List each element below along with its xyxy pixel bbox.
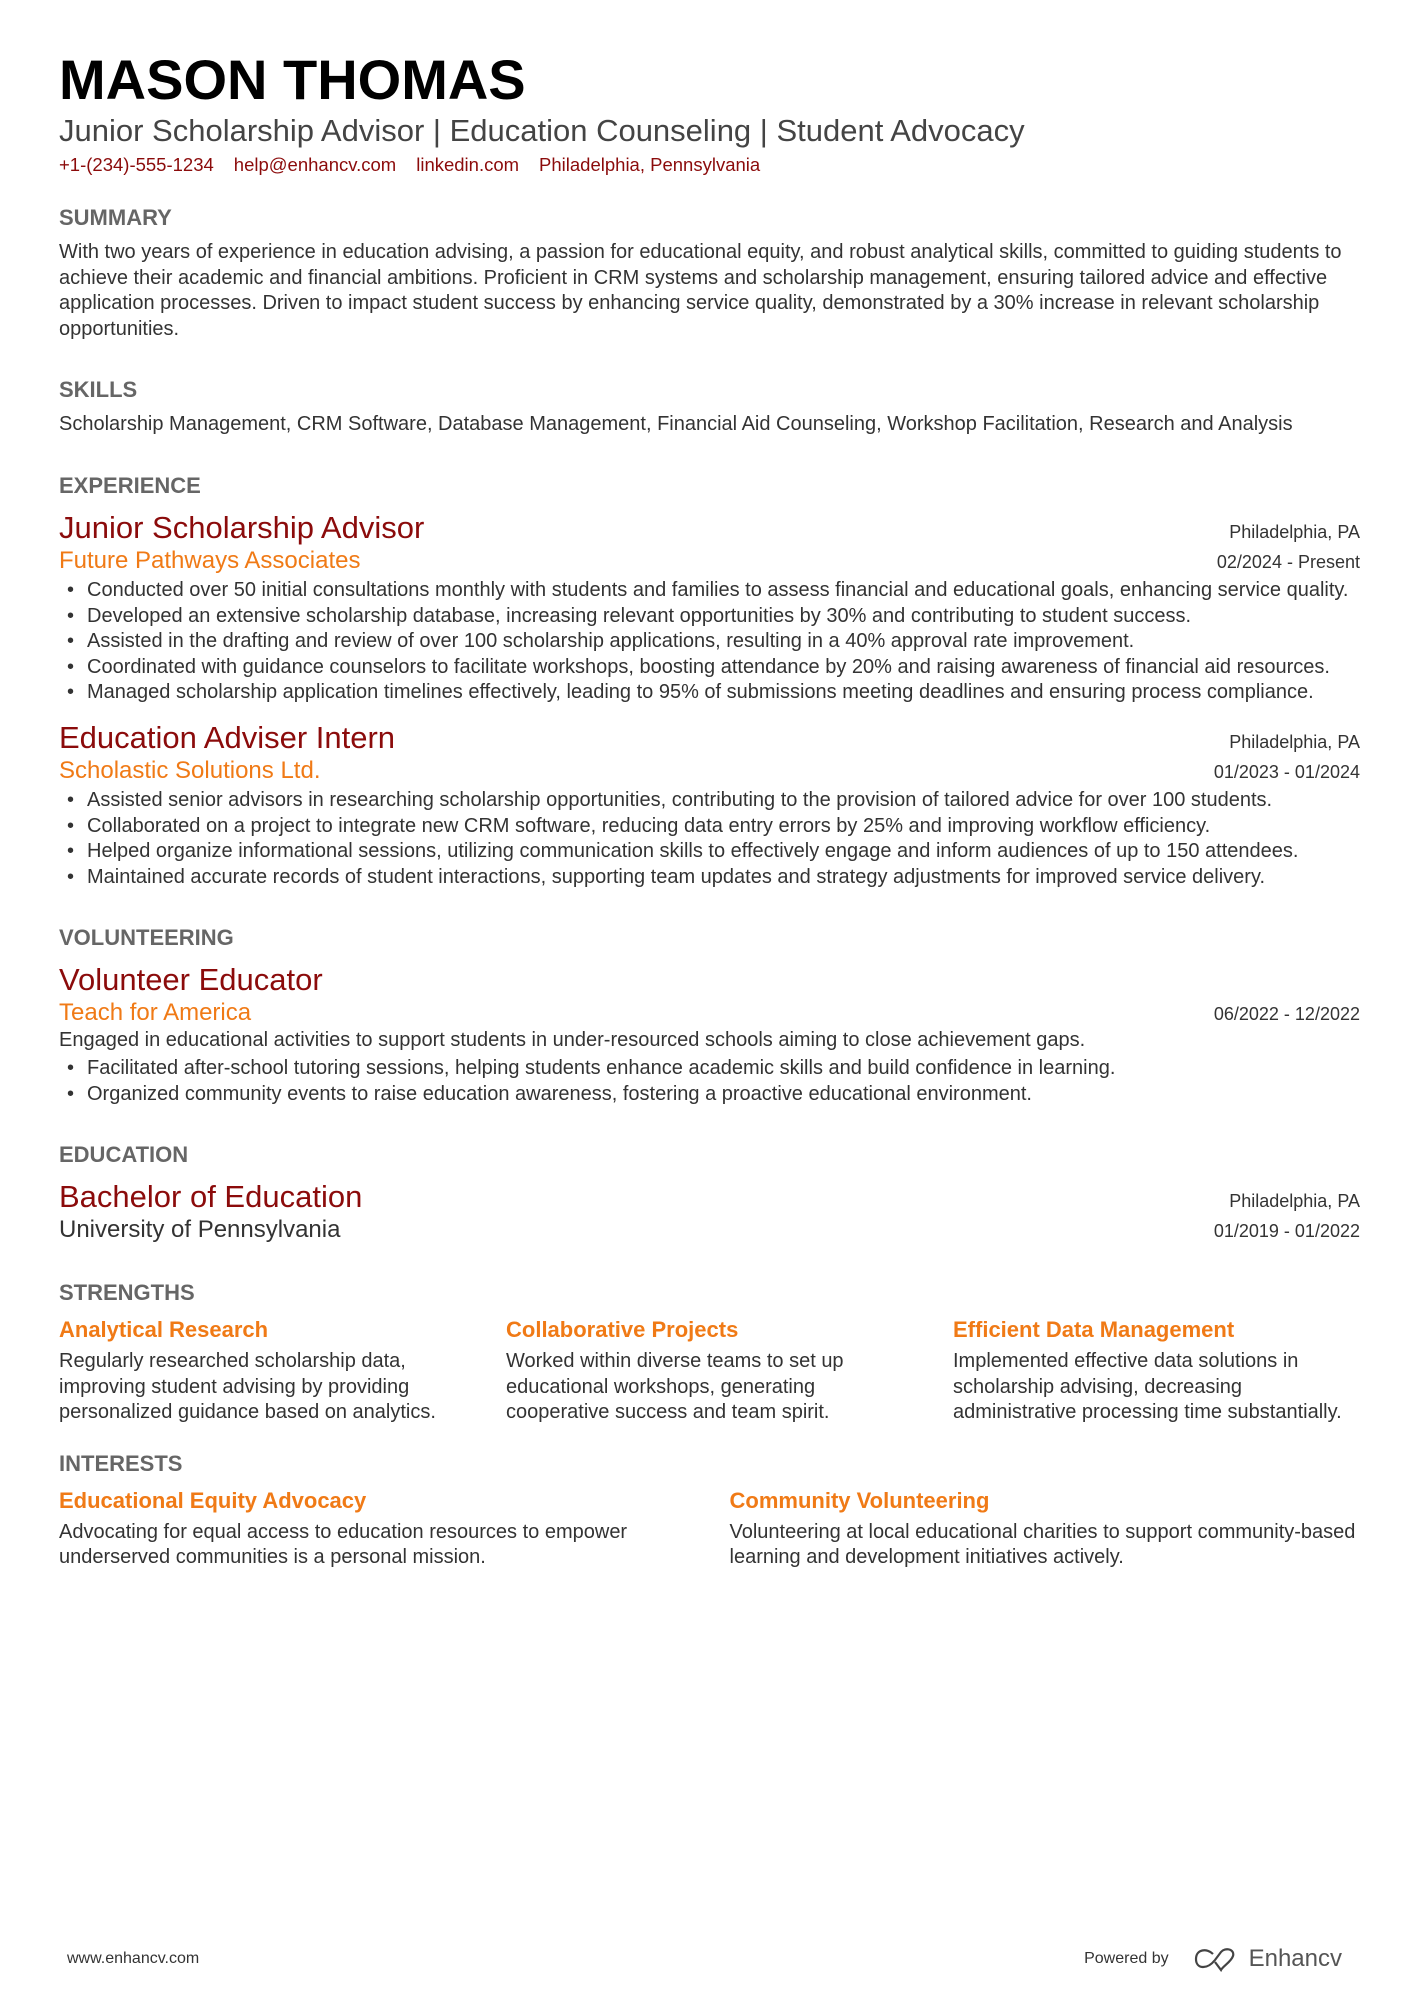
- strength-item: [59, 1315, 466, 1426]
- company-name: Scholastic Solutions Ltd.: [59, 756, 321, 784]
- bullet: • Conducted over 50 initial consultations monthly with students and families to assess financial and educational goals, enhancing service quality.: [59, 578, 1360, 604]
- email-link[interactable]: help@enhancv.com: [233, 154, 397, 175]
- powered-by: [1084, 1945, 1342, 1973]
- strength-text: Implemented effective data solutions in scholarship advising, decreasing administrative processing time substantially.: [953, 1350, 1342, 1424]
- strengths-grid: [59, 1315, 1360, 1426]
- bullet: • Managed scholarship application timelines effectively, leading to 95% of submissions meeting deadlines and ensuring process compliance.: [59, 680, 1360, 706]
- interest-title: Community Volunteering: [729, 1487, 990, 1513]
- strength-text: Worked within diverse teams to set up educational workshops, generating cooperative success and team spirit.: [506, 1350, 844, 1424]
- interest-title: Educational Equity Advocacy: [59, 1487, 367, 1513]
- contact-bar: [59, 154, 1360, 176]
- phone-link[interactable]: +1-(234)-555-1234: [59, 154, 214, 175]
- strength-title: Collaborative Projects: [506, 1317, 739, 1343]
- headline: Junior Scholarship Advisor | Education Counseling | Student Advocacy: [59, 113, 1025, 148]
- education-dates: 01/2019 - 01/2022: [1213, 1221, 1360, 1242]
- job-dates: 02/2024 - Present: [1216, 551, 1360, 572]
- bullet: • Collaborated on a project to integrate new CRM software, reducing data entry errors by 25% and improving workflow efficiency.: [59, 814, 1360, 840]
- degree: Bachelor of Education: [59, 1179, 363, 1215]
- job-location: Philadelphia, PA: [1229, 521, 1360, 542]
- strength-title: Efficient Data Management: [953, 1317, 1235, 1343]
- bullet: • Developed an extensive scholarship database, increasing relevant opportunities by 30% and contributing to student success.: [59, 604, 1360, 630]
- education-location: Philadelphia, PA: [1229, 1191, 1360, 1212]
- linkedin-link[interactable]: linkedin.com: [416, 154, 520, 175]
- strength-item: [506, 1315, 913, 1426]
- volunteer-org: Teach for America: [59, 999, 252, 1027]
- enhancv-logo-icon: [1193, 1946, 1239, 1972]
- strength-text: Regularly researched scholarship data, improving student advising by providing personalized guidance based on analytics.: [59, 1350, 436, 1424]
- section-title-interests: INTERESTS: [59, 1450, 183, 1476]
- strength-item: [953, 1315, 1360, 1426]
- volunteer-entry: [59, 962, 1360, 1107]
- volunteer-dates: 06/2022 - 12/2022: [1213, 1004, 1360, 1025]
- bullet: • Helped organize informational sessions, utilizing communication skills to effectively engage and inform audiences of up to 150 attendees.: [59, 839, 1360, 865]
- location: Philadelphia, Pennsylvania: [539, 154, 761, 175]
- education-entry: [59, 1179, 1360, 1245]
- volunteer-role: Volunteer Educator: [59, 962, 323, 998]
- job-title: Junior Scholarship Advisor: [59, 509, 425, 545]
- website-link[interactable]: www.enhancv.com: [67, 1950, 200, 1967]
- summary-text: With two years of experience in education advising, a passion for educational equity, and robust analytical skills, committed to guiding students to achieve their academic and financial ambitions. Proficient in CRM systems and scholarship management, ensuring tailored advice and effective application processes. Driven to impact student success by enhancing service quality, demonstrated by a 30% increase in relevant scholarship opportunities.: [59, 241, 1342, 340]
- company-name: Future Pathways Associates: [59, 546, 361, 574]
- section-title-strengths: STRENGTHS: [59, 1280, 195, 1306]
- powered-by-label: Powered by: [1084, 1950, 1169, 1967]
- bullet: • Maintained accurate records of student interactions, supporting team updates and strategy adjustments for improved service delivery.: [59, 865, 1360, 891]
- bullet: • Assisted senior advisors in researching scholarship opportunities, contributing to the provision of tailored advice for over 100 students.: [59, 788, 1360, 814]
- footer: [67, 1945, 1342, 1973]
- section-title-volunteering: VOLUNTEERING: [59, 925, 234, 951]
- section-title-education: EDUCATION: [59, 1142, 189, 1168]
- job-title: Education Adviser Intern: [59, 719, 396, 755]
- interest-item: [59, 1486, 690, 1571]
- resume: [59, 48, 1360, 1571]
- school: University of Pennsylvania: [59, 1216, 341, 1244]
- interest-text: Advocating for equal access to education resources to empower underserved communities is a personal mission.: [59, 1520, 628, 1569]
- bullet: • Facilitated after-school tutoring sessions, helping students enhance academic skills and build confidence in learning.: [59, 1056, 1360, 1082]
- interest-text: Volunteering at local educational charities to support community-based learning and development initiatives actively.: [729, 1520, 1356, 1569]
- skills-text: Scholarship Management, CRM Software, Database Management, Financial Aid Counseling, Workshop Facilitation, Research and Analysis: [59, 413, 1293, 436]
- bullet: • Assisted in the drafting and review of over 100 scholarship applications, resulting in a 40% approval rate improvement.: [59, 629, 1360, 655]
- job-dates: 01/2023 - 01/2024: [1213, 761, 1360, 782]
- section-title-summary: SUMMARY: [59, 205, 172, 230]
- section-title-experience: EXPERIENCE: [59, 472, 201, 498]
- brand-name: Enhancv: [1248, 1945, 1342, 1972]
- candidate-name: MASON THOMAS: [59, 48, 526, 111]
- section-title-skills: SKILLS: [59, 377, 138, 403]
- enhancv-logo[interactable]: [1193, 1945, 1342, 1973]
- interests-grid: [59, 1486, 1360, 1571]
- bullet: • Organized community events to raise education awareness, fostering a proactive educational environment.: [59, 1082, 1360, 1108]
- strength-title: Analytical Research: [59, 1317, 269, 1343]
- job-location: Philadelphia, PA: [1229, 731, 1360, 752]
- bullet: • Coordinated with guidance counselors to facilitate workshops, boosting attendance by 20% and raising awareness of financial aid resources.: [59, 655, 1360, 681]
- job-entry: [59, 720, 1360, 890]
- job-entry: [59, 510, 1360, 706]
- interest-item: [730, 1486, 1361, 1571]
- volunteer-description: Engaged in educational activities to support students in under-resourced schools aiming to close achievement gaps.: [59, 1029, 1086, 1052]
